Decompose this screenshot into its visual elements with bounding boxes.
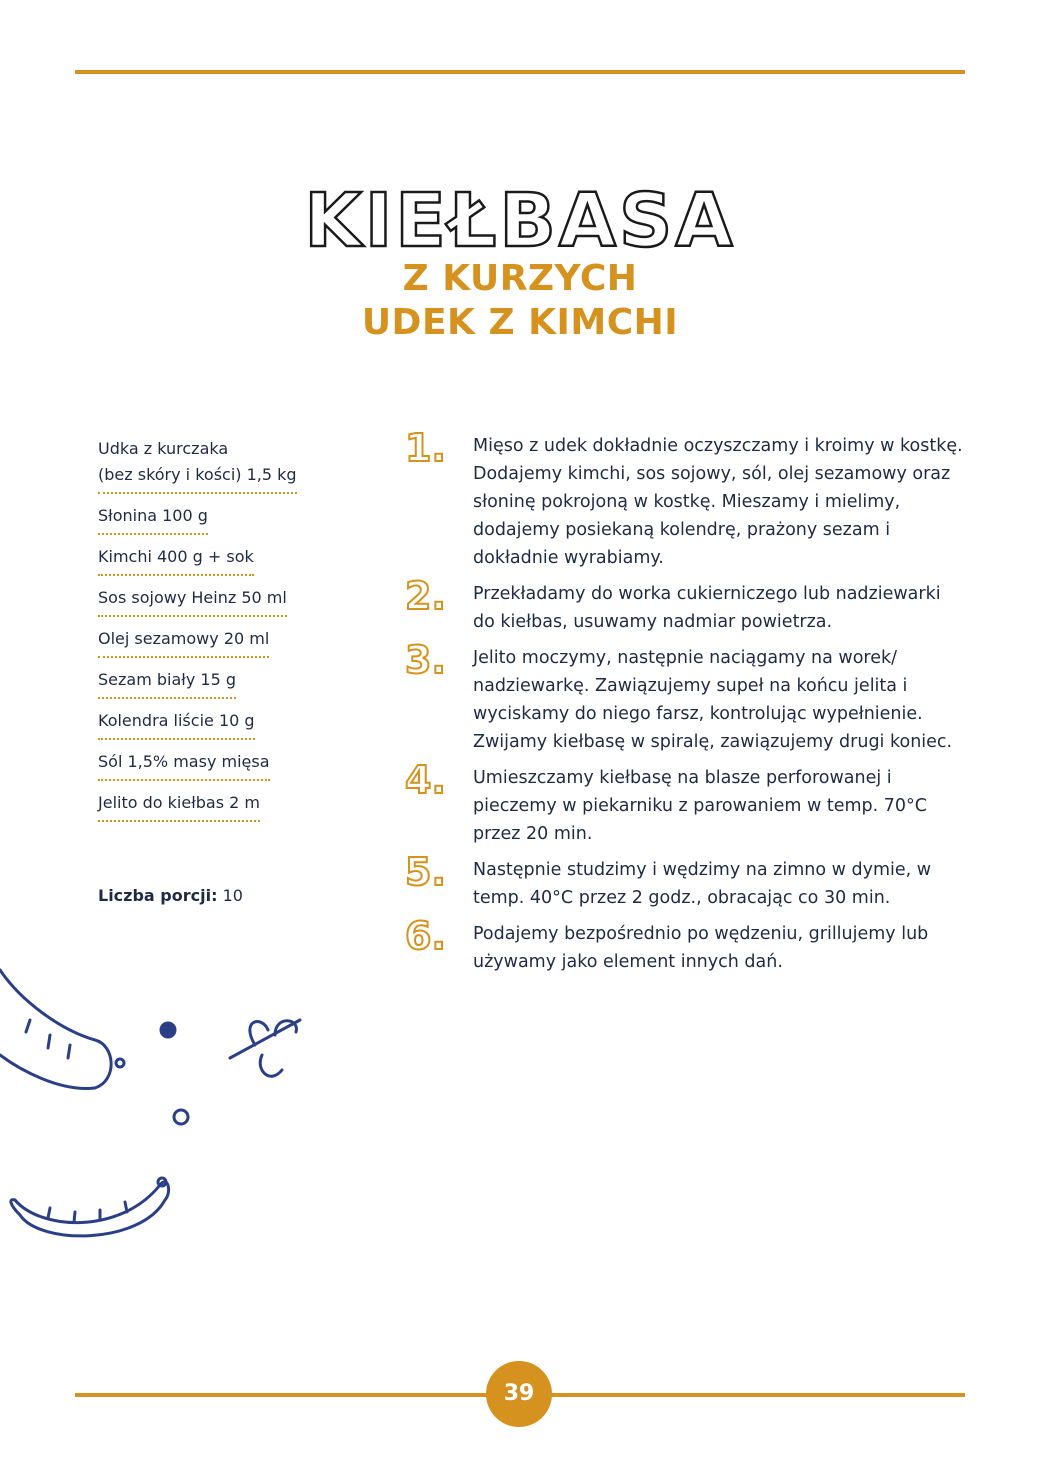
step-text: Mięso z udek dokładnie oczyszczamy i kroimy w kostkę. Dodajemy kimchi, sos sojowy, sól, olej sezamowy oraz słoninę pokrojoną w kostkę. Mieszamy i mielimy, dodajemy posiekaną kolendrę, prażony sezam i dokładnie wyrabiamy. (473, 436, 963, 568)
recipe-subtitle-line1: Z KURZYCH (402, 258, 638, 299)
servings-value: 10 (222, 886, 243, 905)
ingredient-item: (bez skóry i kości) 1,5 kg (98, 460, 297, 494)
ingredient-item: Sól 1,5% masy mięsa (98, 747, 270, 781)
sausage-top-icon (0, 970, 111, 1088)
step-item (405, 850, 965, 912)
step-number: 2. (405, 574, 446, 618)
page-number: 39 (486, 1361, 552, 1427)
sausage-illustration (0, 960, 340, 1260)
ingredient-item: Udka z kurczaka (98, 439, 229, 458)
ingredient-item: Słonina 100 g (98, 501, 208, 535)
parsley-icon (230, 1020, 300, 1076)
step-item (405, 426, 965, 572)
ingredient-item: Olej sezamowy 20 ml (98, 624, 269, 658)
step-text: Podajemy bezpośrednio po wędzeniu, grillujemy lub używamy jako element innych dań. (473, 924, 929, 972)
step-item (405, 758, 965, 848)
step-number: 6. (405, 914, 446, 958)
step-item (405, 914, 965, 976)
recipe-title: KIEŁBASA (304, 178, 736, 264)
top-divider (75, 70, 965, 74)
ingredients-list (98, 434, 338, 829)
step-text: Następnie studzimy i wędzimy na zimno w dymie, w temp. 40°C przez 2 godz., obracając co 30 min. (473, 860, 932, 908)
step-text: Przekładamy do worka cukierniczego lub nadziewarki do kiełbas, usuwamy nadmiar powietrza. (473, 584, 941, 632)
steps-list (405, 426, 965, 984)
step-number: 3. (405, 638, 446, 682)
ingredient-item: Jelito do kiełbas 2 m (98, 788, 260, 822)
step-number: 1. (405, 426, 446, 470)
ingredient-item: Kolendra liście 10 g (98, 706, 255, 740)
ingredient-item: Kimchi 400 g + sok (98, 542, 254, 576)
servings (98, 886, 243, 905)
step-text: Umieszczamy kiełbasę na blasze perforowanej i pieczemy w piekarniku z parowaniem w temp. 70°C przez 20 min. (473, 768, 928, 844)
recipe-subtitle-line2: UDEK Z KIMCHI (361, 302, 679, 343)
step-item (405, 638, 965, 756)
step-number: 4. (405, 758, 446, 802)
step-number: 5. (405, 850, 446, 894)
ingredient-item: Sezam biały 15 g (98, 665, 236, 699)
servings-label: Liczba porcji: (98, 886, 218, 905)
ingredient-item: Sos sojowy Heinz 50 ml (98, 583, 287, 617)
step-item (405, 574, 965, 636)
step-text: Jelito moczymy, następnie naciągamy na worek/ nadziewarkę. Zawiązujemy supeł na końcu jelita i wyciskamy do niego farsz, kontrolując wypełnienie. Zwijamy kiełbasę w spiralę, zawiązujemy drugi koniec. (473, 648, 953, 752)
sausage-bottom-icon (11, 1182, 169, 1236)
